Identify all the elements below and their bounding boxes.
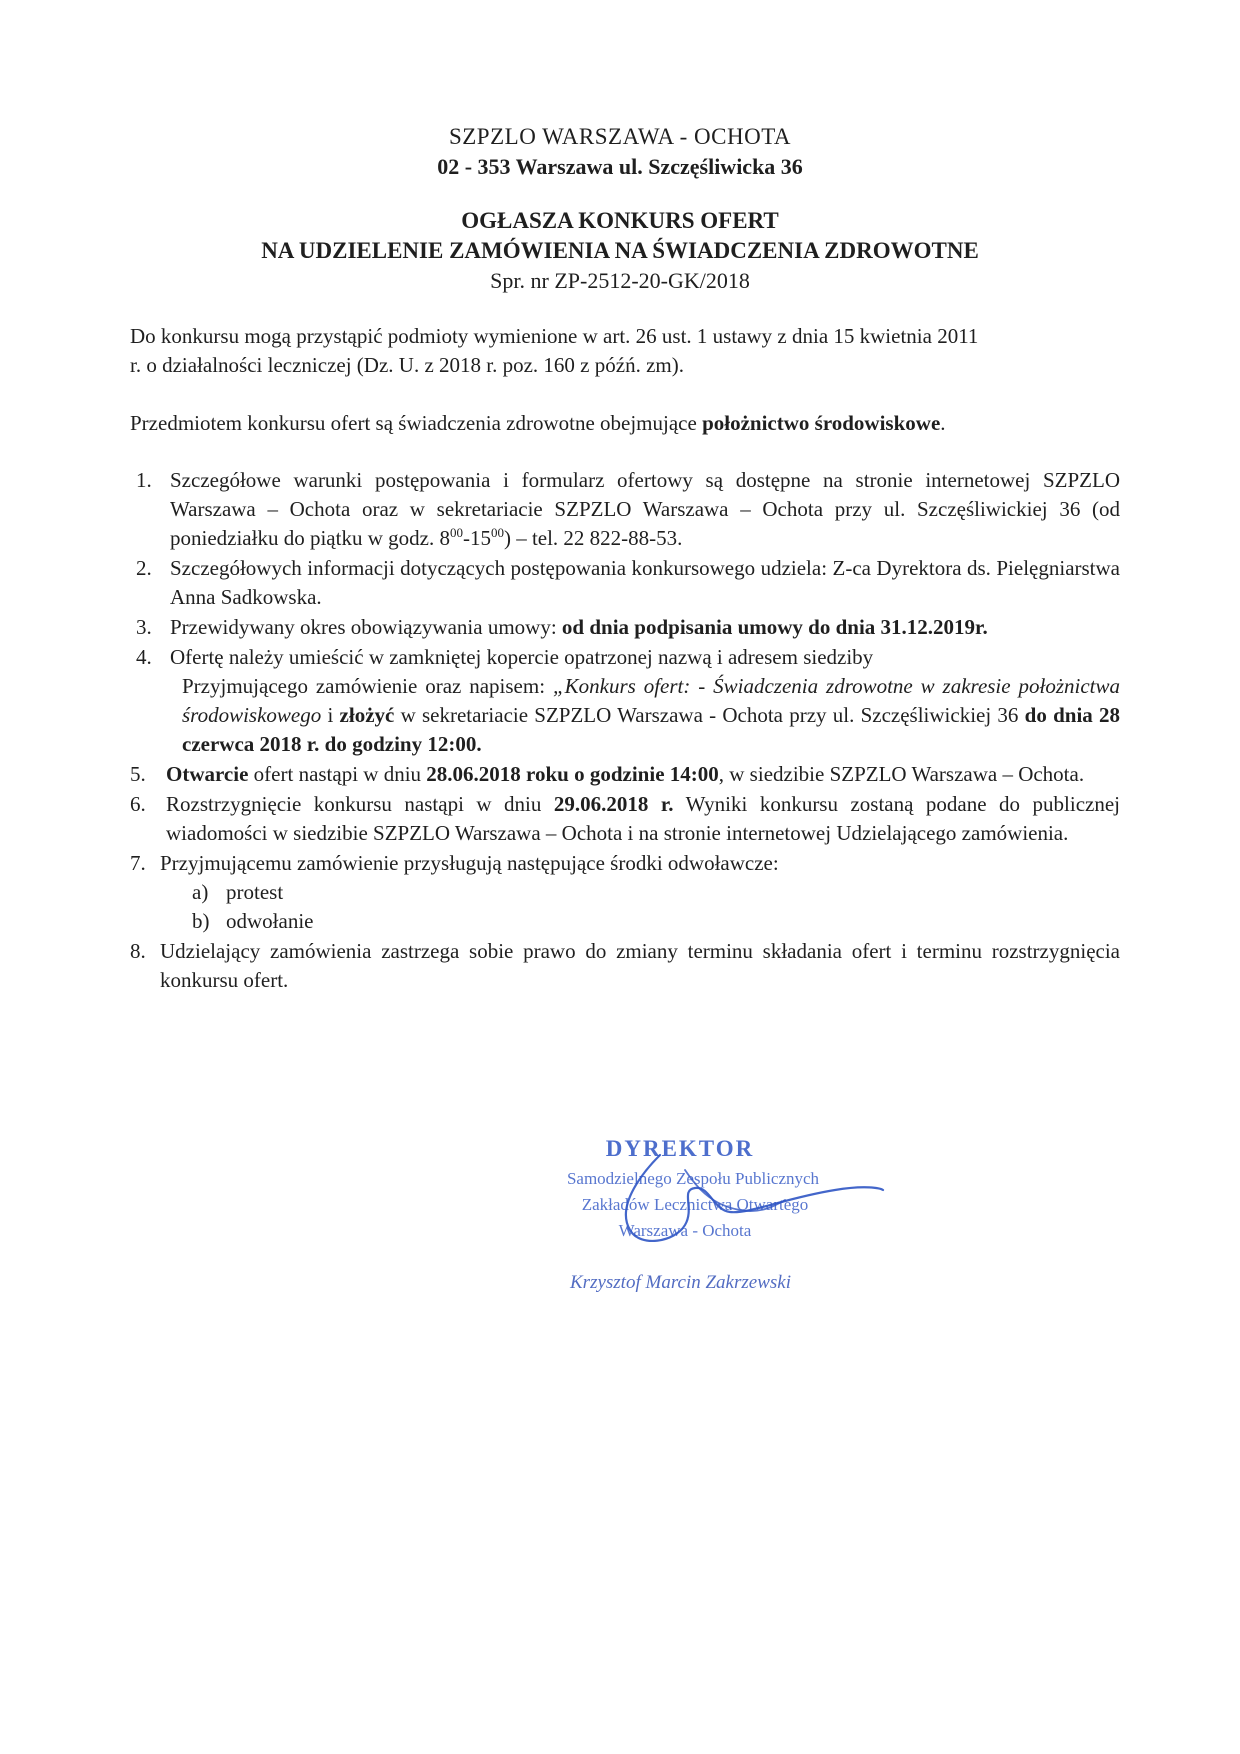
conditions-list bbox=[130, 466, 1120, 996]
list-item bbox=[130, 937, 1120, 995]
subject-end: . bbox=[940, 411, 946, 435]
item-6-text-b: Wyniki konkursu zostaną podane do publicznej wiadomości w siedzibie SZPZLO Warszawa – Ochota i na stronie internetowej Udzielającego zamówienia. bbox=[166, 792, 1120, 845]
item-number: 4. bbox=[136, 645, 152, 669]
item-4-bold-2: do dnia 28 czerwca 2018 r. do godziny 12:00. bbox=[182, 703, 1121, 756]
sub-item-letter: a) bbox=[192, 880, 209, 904]
stamp-line-2: Zakładów Lecznictwa Otwartego bbox=[581, 1195, 809, 1214]
org-address: 02 - 353 Warszawa ul. Szczęśliwicka 36 bbox=[437, 154, 803, 179]
item-number: 1. bbox=[136, 468, 152, 492]
subject-bold: położnictwo środowiskowe bbox=[702, 411, 941, 435]
item-8-text: Udzielający zamówienia zastrzega sobie prawo do zmiany terminu składania ofert i terminu rozstrzygnięcia konkursu ofert. bbox=[160, 939, 1120, 992]
item-4-line-1: Ofertę należy umieścić w zamkniętej kopercie opatrzonej nazwą i adresem siedziby bbox=[170, 645, 874, 669]
item-4-text-a: Przyjmującego zamówienie oraz napisem: bbox=[182, 674, 553, 698]
announcement-title-line-1: OGŁASZA KONKURS OFERT bbox=[461, 208, 779, 233]
org-name: SZPZLO WARSZAWA - OCHOTA bbox=[448, 124, 792, 149]
hours-from-sup: 00 bbox=[449, 525, 463, 540]
item-6-bold: 29.06.2018 r. bbox=[553, 792, 674, 816]
item-number: 7. bbox=[130, 851, 146, 875]
subject-text: Przedmiotem konkursu ofert są świadczenia zdrowotne obejmujące bbox=[130, 411, 703, 435]
item-4-bold-1: złożyć bbox=[339, 703, 395, 727]
item-number: 3. bbox=[136, 615, 152, 639]
list-item bbox=[192, 878, 1120, 907]
intro-paragraph bbox=[130, 322, 1120, 380]
item-6-text-a: Rozstrzygnięcie konkursu nastąpi w dniu bbox=[166, 792, 554, 816]
item-5-text-b: , w siedzibie SZPZLO Warszawa – Ochota. bbox=[718, 762, 1085, 786]
list-item bbox=[130, 643, 1120, 759]
list-item bbox=[130, 466, 1120, 553]
sub-item-a: protest bbox=[226, 880, 284, 904]
item-3-bold: od dnia podpisania umowy do dnia 31.12.2019r. bbox=[561, 615, 988, 639]
announcement-title-line-2: NA UDZIELENIE ZAMÓWIENIA NA ŚWIADCZENIA ZDROWOTNE bbox=[261, 238, 979, 263]
intro-line-1: Do konkursu mogą przystąpić podmioty wymienione w art. 26 ust. 1 ustawy z dnia 15 kwietnia 2011 bbox=[130, 324, 979, 348]
item-3-text: Przewidywany okres obowiązywania umowy: bbox=[170, 615, 562, 639]
stamp-line-3: Warszawa - Ochota bbox=[618, 1221, 752, 1240]
case-reference: Spr. nr ZP-2512-20-GK/2018 bbox=[490, 268, 750, 293]
appeal-measures-list bbox=[160, 878, 1120, 936]
item-4-text-c: w sekretariacie SZPZLO Warszawa - Ochota przy ul. Szczęśliwickiej 36 bbox=[394, 703, 1025, 727]
hours-to-sup: 00 bbox=[490, 525, 504, 540]
list-item bbox=[192, 907, 1120, 936]
stamp-line-1: Samodzielnego Zespołu Publicznych bbox=[566, 1169, 820, 1188]
stamp-title: DYREKTOR bbox=[605, 1136, 755, 1161]
item-4-continued bbox=[170, 672, 1120, 759]
sub-item-b: odwołanie bbox=[226, 909, 314, 933]
item-5-bold-2: 28.06.2018 roku o godzinie 14:00 bbox=[426, 762, 719, 786]
item-5-bold-1: Otwarcie bbox=[166, 762, 249, 786]
list-item bbox=[130, 790, 1120, 848]
item-7-text: Przyjmującemu zamówienie przysługują następujące środki odwoławcze: bbox=[160, 851, 779, 875]
list-item bbox=[130, 613, 1120, 642]
item-5-text-a: ofert nastąpi w dniu bbox=[248, 762, 427, 786]
item-1-text: Szczegółowe warunki postępowania i formularz ofertowy są dostępne na stronie internetowej SZPZLO Warszawa – Ochota oraz w sekretariacie SZPZLO Warszawa – Ochota przy ul. Szczęśliwickiej 36 (od poniedziałku do piątku w godz. 8 bbox=[170, 468, 1120, 550]
list-item bbox=[130, 760, 1120, 789]
signature-scribble-icon bbox=[535, 1130, 885, 1260]
signer-name: Krzysztof Marcin Zakrzewski bbox=[570, 1272, 791, 1293]
director-stamp bbox=[535, 1130, 885, 1260]
sub-item-letter: b) bbox=[192, 909, 210, 933]
item-1-phone: ) – tel. 22 822-88-53. bbox=[503, 526, 683, 550]
item-number: 5. bbox=[130, 762, 146, 786]
hours-dash: -15 bbox=[462, 526, 491, 550]
item-4-italic: „Konkurs ofert: - Świadczenia zdrowotne w zakresie położnictwa środowiskowego bbox=[182, 674, 1120, 727]
list-item bbox=[130, 849, 1120, 936]
item-4-text-b: i bbox=[321, 703, 340, 727]
item-number: 6. bbox=[130, 792, 146, 816]
intro-line-2: r. o działalności leczniczej (Dz. U. z 2018 r. poz. 160 z późń. zm). bbox=[130, 353, 684, 377]
item-number: 8. bbox=[130, 939, 146, 963]
subject-paragraph bbox=[130, 409, 1120, 438]
item-number: 2. bbox=[136, 556, 152, 580]
list-item bbox=[130, 554, 1120, 612]
item-2-text: Szczegółowych informacji dotyczących postępowania konkursowego udziela: Z-ca Dyrektora ds. Pielęgniarstwa Anna Sadkowska. bbox=[170, 556, 1120, 609]
